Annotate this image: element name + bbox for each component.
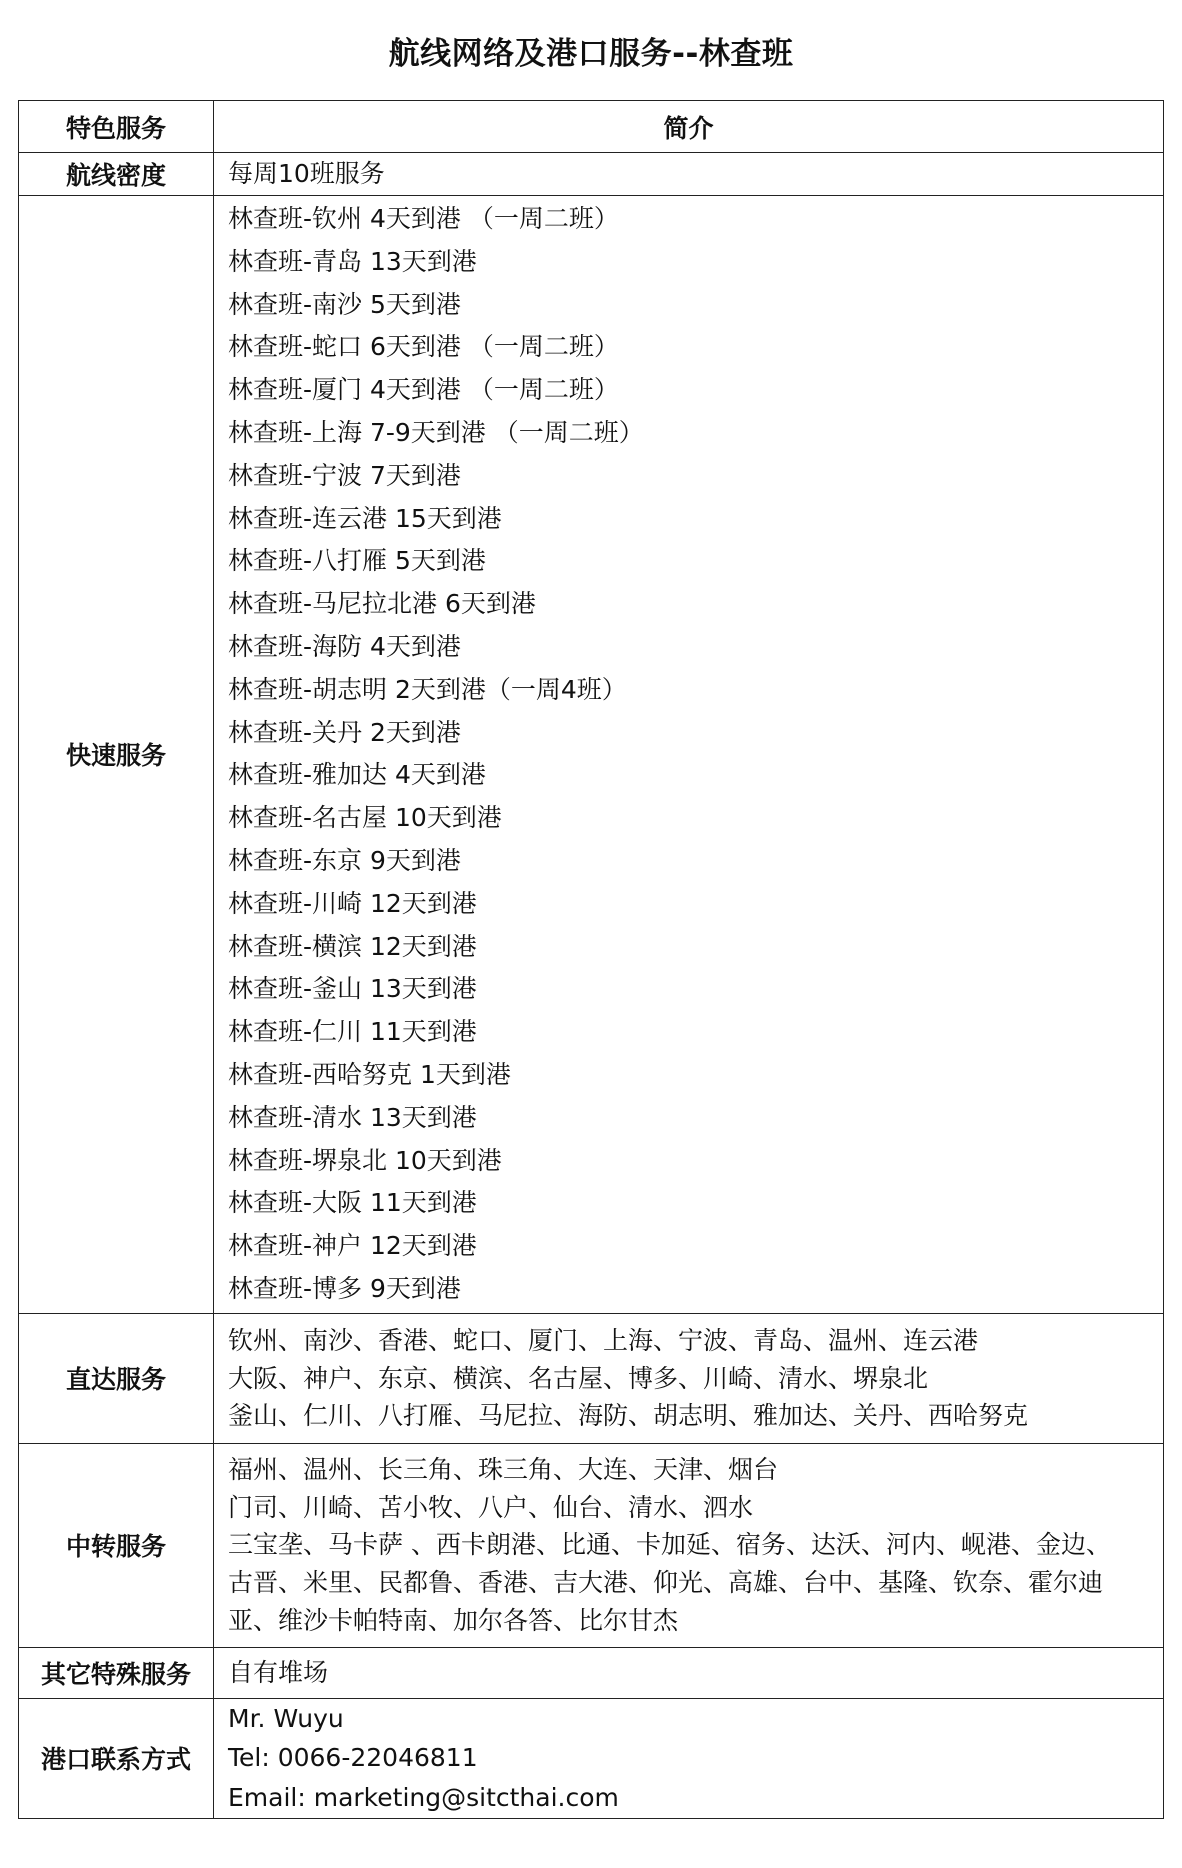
- list-item: 三宝垄、马卡萨 、西卡朗港、比通、卡加延、宿务、达沃、河内、岘港、金边、: [228, 1530, 1111, 1560]
- special-value: [214, 1647, 1164, 1698]
- frequency-text: 每周10班服务: [228, 159, 385, 188]
- contact-tel: Tel: 0066-22046811: [228, 1743, 478, 1773]
- list-item: 林查班-西哈努克 1天到港: [228, 1059, 511, 1089]
- list-item: 林查班-名古屋 10天到港: [228, 803, 502, 833]
- list-item: 林查班-堺泉北 10天到港: [228, 1145, 502, 1175]
- list-item: 大阪、神户、东京、横滨、名古屋、博多、川崎、清水、堺泉北: [228, 1363, 929, 1393]
- table-header-row: [19, 101, 1164, 153]
- list-item: 林查班-关丹 2天到港: [228, 717, 461, 747]
- list-item: 林查班-青岛 13天到港: [228, 246, 477, 276]
- header-introduction: 简介: [214, 101, 1164, 153]
- document-title: 航线网络及港口服务--林查班: [388, 36, 794, 72]
- service-table: [18, 100, 1164, 1819]
- list-item: 林查班-海防 4天到港: [228, 631, 461, 661]
- header-feature-service: 特色服务: [19, 101, 214, 153]
- list-item: 林查班-大阪 11天到港: [228, 1188, 477, 1218]
- list-item: 林查班-东京 9天到港: [228, 845, 461, 875]
- list-item: 林查班-雅加达 4天到港: [228, 760, 486, 790]
- list-item: 林查班-厦门 4天到港 （一周二班）: [228, 375, 619, 405]
- transfer-row: [19, 1443, 1164, 1647]
- direct-row: [19, 1313, 1164, 1443]
- contact-email: Email: marketing@sitcthai.com: [228, 1783, 619, 1813]
- frequency-label: 航线密度: [19, 153, 214, 196]
- list-item: 林查班-南沙 5天到港: [228, 289, 461, 319]
- contact-info: [214, 1698, 1164, 1818]
- direct-label: 直达服务: [19, 1313, 214, 1443]
- list-item: 林查班-连云港 15天到港: [228, 503, 502, 533]
- list-item: 林查班-蛇口 6天到港 （一周二班）: [228, 332, 619, 362]
- list-item: 林查班-八打雁 5天到港: [228, 546, 486, 576]
- list-item: 林查班-横滨 12天到港: [228, 931, 477, 961]
- special-label: 其它特殊服务: [19, 1647, 214, 1698]
- special-text: 自有堆场: [228, 1657, 329, 1687]
- list-item: 门司、川崎、苫小牧、八户、仙台、清水、泗水: [228, 1492, 754, 1522]
- express-routes: [214, 196, 1164, 1314]
- list-item: 釜山、仁川、八打雁、马尼拉、海防、胡志明、雅加达、关丹、西哈努克: [228, 1400, 1029, 1430]
- contact-label: 港口联系方式: [19, 1698, 214, 1818]
- express-label: 快速服务: [19, 196, 214, 1314]
- special-row: [19, 1647, 1164, 1698]
- frequency-value: [214, 153, 1164, 196]
- list-item: 林查班-上海 7-9天到港 （一周二班）: [228, 417, 644, 447]
- list-item: 林查班-清水 13天到港: [228, 1102, 477, 1132]
- list-item: 林查班-川崎 12天到港: [228, 888, 477, 918]
- contact-row: [19, 1698, 1164, 1818]
- list-item: 钦州、南沙、香港、蛇口、厦门、上海、宁波、青岛、温州、连云港: [228, 1326, 979, 1356]
- express-row: [19, 196, 1164, 1314]
- contact-name: Mr. Wuyu: [228, 1703, 344, 1733]
- list-item: 林查班-马尼拉北港 6天到港: [228, 589, 536, 619]
- list-item: 古晋、米里、民都鲁、香港、吉大港、仰光、高雄、台中、基隆、钦奈、霍尔迪: [228, 1568, 1104, 1598]
- list-item: 林查班-钦州 4天到港 （一周二班）: [228, 204, 619, 233]
- list-item: 林查班-仁川 11天到港: [228, 1017, 477, 1047]
- list-item: 林查班-宁波 7天到港: [228, 460, 461, 490]
- list-item: 福州、温州、长三角、珠三角、大连、天津、烟台: [228, 1454, 779, 1484]
- list-item: 亚、维沙卡帕特南、加尔各答、比尔甘杰: [228, 1605, 679, 1635]
- transfer-label: 中转服务: [19, 1443, 214, 1647]
- transfer-ports: [214, 1443, 1164, 1647]
- list-item: 林查班-神户 12天到港: [228, 1231, 477, 1261]
- frequency-row: [19, 153, 1164, 196]
- list-item: 林查班-胡志明 2天到港（一周4班）: [228, 674, 627, 704]
- list-item: 林查班-博多 9天到港: [228, 1273, 461, 1303]
- direct-ports: [214, 1313, 1164, 1443]
- list-item: 林查班-釜山 13天到港: [228, 974, 477, 1004]
